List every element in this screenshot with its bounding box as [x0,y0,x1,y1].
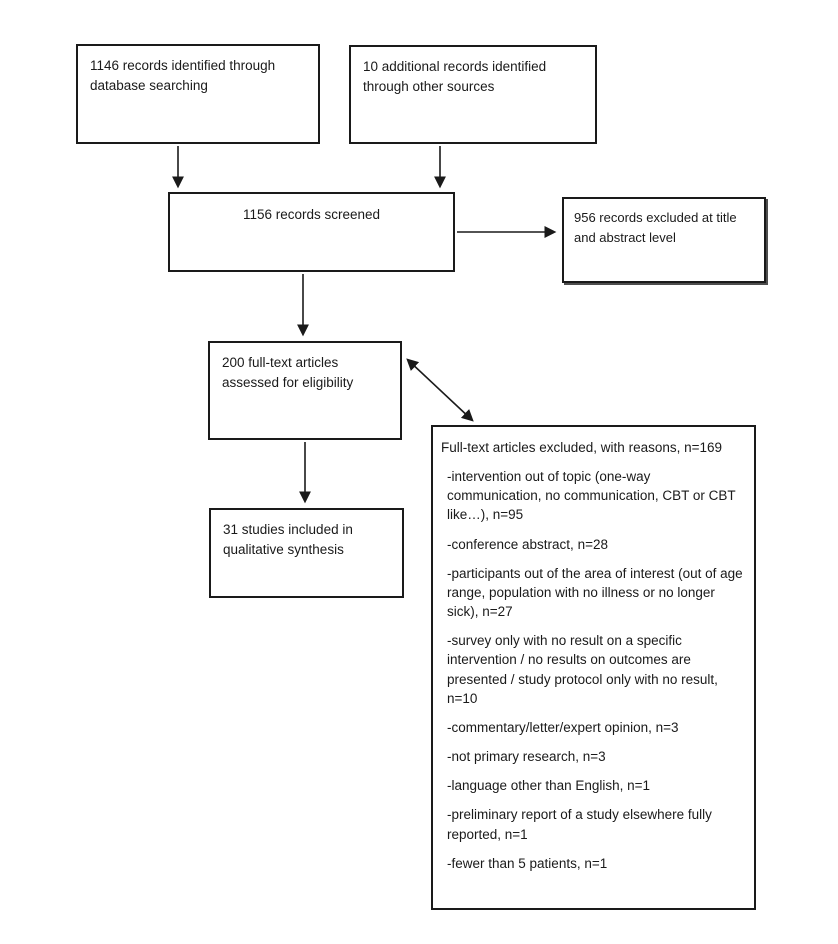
arrow-fulltext-exclusions-bidirectional [408,360,472,420]
exclusion-reasons-list [447,467,744,873]
box-records-excluded-title-abstract [562,197,766,283]
exclusion-reason: -not primary research, n=3 [447,749,606,765]
box-additional-records [349,45,597,144]
box-records-excluded-title-abstract-text: 956 records excluded at title and abstract level [574,210,737,245]
exclusion-reason: -commentary/letter/expert opinion, n=3 [447,719,679,735]
exclusion-reason: -participants out of the area of interest (out of age range, population with no illness or no longer sick), n=27 [447,565,743,620]
exclusion-reason: -fewer than 5 patients, n=1 [447,855,608,871]
exclusion-reasons-title: Full-text articles excluded, with reasons, n=169 [441,440,723,455]
box-fulltext-exclusion-reasons [431,425,756,910]
box-studies-included-text: 31 studies included in qualitative synthesis [223,522,353,558]
box-records-screened-text: 1156 records screened [242,207,381,222]
box-fulltext-assessed-text: 200 full-text articles assessed for eligibility [222,355,354,391]
box-records-identified [76,44,320,144]
exclusion-reason: -conference abstract, n=28 [447,536,608,552]
exclusion-reason: -survey only with no result on a specific intervention / no results on outcomes are presented / study protocol only with no result, n=10 [447,633,718,706]
box-fulltext-assessed [208,341,402,440]
exclusion-reason: -language other than English, n=1 [447,778,651,794]
exclusion-reason: -preliminary report of a study elsewhere fully reported, n=1 [447,807,712,842]
box-additional-records-text: 10 additional records identified through other sources [363,59,547,95]
box-records-screened [168,192,455,272]
box-records-identified-text: 1146 records identified through database searching [90,58,276,94]
box-studies-included [209,508,404,598]
exclusion-reason: -intervention out of topic (one-way communication, no communication, CBT or CBT like…), n=95 [447,469,736,523]
